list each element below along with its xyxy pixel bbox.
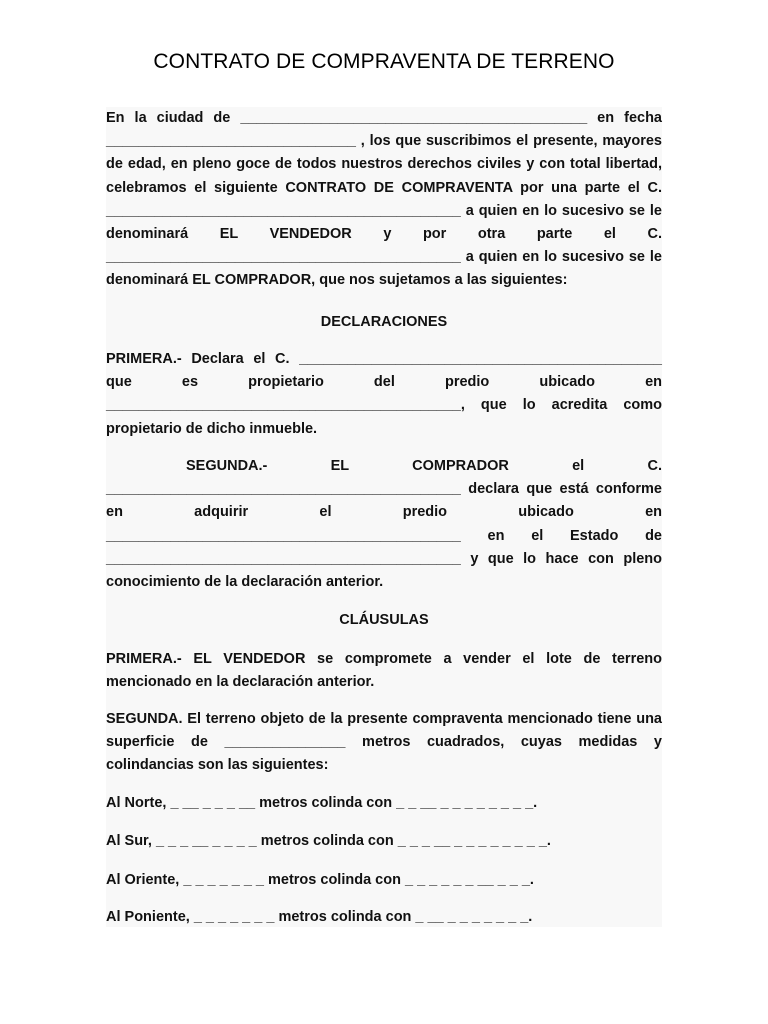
clausulas-heading: CLÁUSULAS xyxy=(339,612,429,628)
colindancia-poniente: Al Poniente, _ _ _ _ _ _ _ metros colinda con _ __ _ _ _ _ _ _ _. xyxy=(106,909,533,925)
declaraciones-heading: DECLARACIONES xyxy=(320,314,448,330)
colindancia-oriente: Al Oriente, _ _ _ _ _ _ _ metros colinda con _ _ _ _ _ _ __ _ _ _. xyxy=(106,872,534,888)
declaracion-primera: PRIMERA.- Declara el C. _____________________________________________ que es propietario del predio ubicado en ____________________________________________, que lo acredita como propietario de dicho inmueble. xyxy=(106,351,662,437)
declaracion-segunda: SEGUNDA.- EL COMPRADOR el C. ____________________________________________ declara que está conforme en adquirir el predio ubicado en ____________________________________________ en el Estado de ____________________________________________ y que lo hace con pleno conocimiento de la declaración anterior. xyxy=(106,458,662,591)
clausula-primera: PRIMERA.- EL VENDEDOR se compromete a vender el lote de terreno mencionado en la declaración anterior. xyxy=(106,651,662,691)
opening-paragraph: En la ciudad de ___________________________________________ en fecha _______________________________ , los que suscribimos el presente, mayores de edad, en pleno goce de todos nuestros derechos civiles y con total libertad, celebramos el siguiente CONTRATO DE COMPRAVENTA por una parte el C. ____________________________________________ a quien en lo sucesivo se le denominará EL VENDEDOR y por otra parte el C. ____________________________________________ a quien en lo sucesivo se le denominará EL COMPRADOR, que nos sujetamos a las siguientes: xyxy=(106,110,662,289)
document-title: CONTRATO DE COMPRAVENTA DE TERRENO xyxy=(153,50,615,73)
document-body xyxy=(106,107,662,927)
colindancia-sur: Al Sur, _ _ _ __ _ _ _ _ metros colinda con _ _ _ __ _ _ _ _ _ _ _ _. xyxy=(106,833,551,849)
clausula-segunda: SEGUNDA. El terreno objeto de la presente compraventa mencionado tiene una superficie de _______________ metros cuadrados, cuyas medidas y colindancias son las siguientes: xyxy=(106,711,662,774)
colindancia-norte: Al Norte, _ __ _ _ _ __ metros colinda con _ _ __ _ _ _ _ _ _ _ _. xyxy=(106,795,538,811)
